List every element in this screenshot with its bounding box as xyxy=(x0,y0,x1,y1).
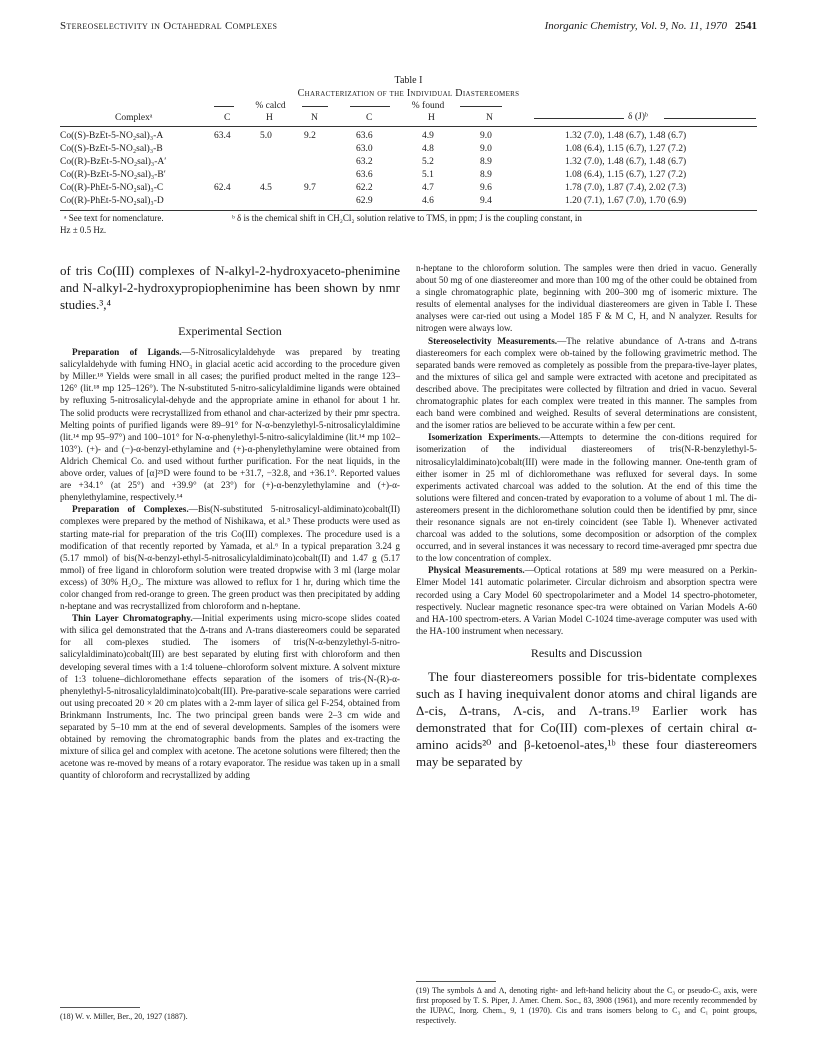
delta-values: 1.78 (7.0), 1.87 (7.4), 2.02 (7.3) xyxy=(565,183,687,193)
stereoselectivity-paragraph xyxy=(416,335,757,432)
experimental-section-heading: Experimental Section xyxy=(178,324,282,338)
table-bottom-rule xyxy=(60,210,757,211)
journal-citation xyxy=(545,20,757,32)
found-n: 8.9 xyxy=(480,170,492,180)
delta-header: δ (J)ᵇ xyxy=(628,112,648,122)
calc-c: 63.4 xyxy=(214,131,231,141)
table-footnote-a: ᵃ See text for nomenclature. xyxy=(64,213,164,223)
calc-c: 62.4 xyxy=(214,183,231,193)
found-header: % found xyxy=(411,101,445,111)
found-n: 8.9 xyxy=(480,157,492,167)
found-n: 9.6 xyxy=(480,183,492,193)
complex-header: Complexᵃ xyxy=(115,113,153,123)
table-footnote-b-cont: Hz ± 0.5 Hz. xyxy=(60,225,107,235)
intro-paragraph: of tris Co(III) complexes of N-alkyl-2-hydroxyaceto-phenimine and N-alkyl-2-hydroxypropiophenimine has been shown by nmr studies.³,⁴ xyxy=(60,263,400,312)
calc-h-header: H xyxy=(266,113,273,123)
calcd-rule-left xyxy=(214,106,234,107)
found-n: 9.4 xyxy=(480,196,492,206)
page-number: 2541 xyxy=(735,20,757,32)
left-column xyxy=(60,262,400,781)
table-footnote-b: ᵇ δ is the chemical shift in CH₂Cl₂ solution relative to TMS, in ppm; J is the coupling constant, in xyxy=(232,213,582,223)
found-h: 5.1 xyxy=(422,170,434,180)
left-footnote-rule xyxy=(60,1007,140,1008)
calc-n: 9.2 xyxy=(304,131,316,141)
isomerization-text: —Attempts to determine the con-ditions required for isomerization of the individual diastereomers of tris(N-R-benzylethyl-5-nitrosalicylaldiminato)cobalt(III) were made in the following manner. One-tenth gram of either isomer in 25 ml of dichloromethane was refluxed for several days. In some experiments activated charcoal was added to the solution. At the end of this time the solutions were filtered and concen-trated by evaporation to a volume of about 1 ml. The di-astereomers present in the dichloromethane solution could then be identified by pmr, since their resonance signals are not en-tirely coincident (see Table I). Whenever activated charcoal was added to the solutions, some decomposition or adsorption of the complex occurred, and in several instances it was necessary to record time-averaged pmr spectra due to the low concentration of complex. xyxy=(416,432,758,564)
delta-rule-left xyxy=(534,118,624,119)
found-n: 9.0 xyxy=(480,144,492,154)
found-c: 63.6 xyxy=(356,170,373,180)
tlc-paragraph xyxy=(60,612,400,781)
complex-name: Co((R)-BzEt-5-NO₂sal)₃-A′ xyxy=(60,157,167,167)
isomerization-paragraph xyxy=(416,431,757,564)
left-footnote: (18) W. v. Miller, Ber., 20, 1927 (1887). xyxy=(60,1012,188,1021)
calc-c-header: C xyxy=(224,113,231,123)
journal-name: Inorganic Chemistry, Vol. 9, No. 11, 1970 xyxy=(544,20,727,32)
found-h-header: H xyxy=(428,113,435,123)
right-footnote: (19) The symbols Δ and Λ, denoting right- and left-hand helicity about the C₃ or pseudo-C₃ axis, were first proposed by T. S. Piper, J. Amer. Chem. Soc., 83, 3908 (1961), and more recently recommended by the IUPAC, Inorg. Chem., 9, 1 (1970). Cis and trans isomers belong to C₃ and C₁ point groups, respectively. xyxy=(416,986,757,1025)
complex-prep-heading: Preparation of Complexes. xyxy=(72,504,189,515)
running-title: Stereoselectivity in Octahedral Complexes xyxy=(60,20,278,32)
found-c: 63.0 xyxy=(356,144,373,154)
tlc-heading: Thin Layer Chromatography. xyxy=(72,613,193,624)
tlc-text: —Initial experiments using micro-scope slides coated with silica gel demonstrated that the Δ-trans and Λ-trans diastereomers could be separated for all com-plexes studied. The isomers of tris(N-α-benzylethyl-5-nitro-salicylaldiminato)cobalt(III) are best separated by eluting first with chloroform and then developing several times with a 1:4 toluene–chloroform solvent mixture. A solvent mixture of 1:3 toluene–dichloromethane effects separation of the isomers of tris-(N-(R)-α-phenylethyl-5-nitrosalicylaldiminato)cobalt(III). Pre-parative-scale separations were carried out using precoated 20 × 20 cm plates with a 2-mm layer of silica gel F-254, obtained from Brinkmann Instruments, Inc. The two principal green bands were 2–3 cm wide and separated by 5–10 mm at the end of several developments. Samples of the isomers were obtained by removing the chromatographic bands from the plates and ex-tracting the mixture of silica gel and complex with acetone. The acetone solutions were filtered; then the acetone was re-moved by means of a rotary evaporator. The residue was taken up in a small quantity of chloroform and recrystallized by adding xyxy=(60,613,400,781)
found-c: 62.9 xyxy=(356,196,373,206)
found-c-header: C xyxy=(366,113,373,123)
ligand-prep-heading: Preparation of Ligands. xyxy=(72,347,182,358)
calc-h: 4.5 xyxy=(260,183,272,193)
ligand-prep-text: —5-Nitrosalicylaldehyde was prepared by treating salicylaldehyde with fuming HNO₃ in glacial acetic acid according to the procedure given by Miller.¹⁸ Yields were small in all cases; the purified product melted in the range 123–126° (lit.¹⁸ mp 125–126°). The N-substituted 5-nitro-salicylaldimine ligands were obtained by refluxing 5-nitrosalicylal-dehyde and the appropriate amine in ethanol for about 1 hr. The solid products were recrystallized from ethanol and char-acterized by their pmr spectra. Melting points of purified ligands were 89–91° for N-α-benzylethyl-5-nitrosalicylaldimine (lit.¹⁴ mp 95–97°) and 100–101° for N-α-phenylethyl-5-nitro-salicylaldimine (lit.¹⁴ mp 102–103°). (+)- and (−)-α-benzyl-ethylamine and (+)-α-phenylethylamine were obtained from Aldrich Chemical Co. and used without further purification. For the neat liquids, in the above order, values of [α]²⁵D were found to be +31.7, −32.8, and +36.1°. Reported values are +34.1° (at 25°) and +39.9° (at 23°) for (+)-α-benzylethylamine and (+)-α-phenylethylamine, respectively.¹⁴ xyxy=(60,347,400,503)
found-n: 9.0 xyxy=(480,131,492,141)
results-section-heading: Results and Discussion xyxy=(530,645,643,660)
delta-values: 1.08 (6.4), 1.15 (6.7), 1.27 (7.2) xyxy=(565,144,687,154)
complex-name: Co((R)-PhEt-5-NO₂sal)₃-C xyxy=(60,183,164,193)
calcd-header: % calcd xyxy=(255,101,286,111)
calc-n-header: N xyxy=(311,113,318,123)
delta-rule-right xyxy=(664,118,756,119)
found-n-header: N xyxy=(486,113,493,123)
table-title: Table I xyxy=(394,75,423,86)
complex-name: Co((S)-BzEt-5-NO₂sal)₃-B xyxy=(60,144,163,154)
tlc-continuation-paragraph: n-heptane to the chloroform solution. The samples were then dried in vacuo. Generally about 50 mg of one diastereomer and more than 100 mg of the other could be obtained from a single chromatographic plate, beginning with 200–300 mg of isomeric mixture. The results of elemental analyses for the individual diastereomers are given in Table I. These analyses were car-ried out using a Model 185 F & M C, H, and N analyzer. Results for nitrogen were always low. xyxy=(416,263,757,334)
ligand-prep-paragraph xyxy=(60,346,400,503)
physical-paragraph xyxy=(416,564,757,637)
calcd-rule-right xyxy=(302,106,328,107)
delta-values: 1.32 (7.0), 1.48 (6.7), 1.48 (6.7) xyxy=(565,131,687,141)
stereoselectivity-heading: Stereoselectivity Measurements. xyxy=(428,335,558,346)
found-h: 4.7 xyxy=(422,183,434,193)
complex-prep-paragraph xyxy=(60,503,400,612)
found-c: 62.2 xyxy=(356,183,373,193)
complex-name: Co((R)-BzEt-5-NO₂sal)₃-B′ xyxy=(60,170,166,180)
found-h: 4.8 xyxy=(422,144,434,154)
calc-n: 9.7 xyxy=(304,183,316,193)
found-h: 4.6 xyxy=(422,196,434,206)
delta-values: 1.20 (7.1), 1.67 (7.0), 1.70 (6.9) xyxy=(565,196,687,206)
complex-name: Co((R)-PhEt-5-NO₂sal)₃-D xyxy=(60,196,164,206)
found-rule-right xyxy=(460,106,502,107)
results-paragraph: The four diastereomers possible for tris-bidentate complexes such as I having inequivalent donor atoms and chiral ligands are Δ-cis, Δ-trans, Λ-cis, and Λ-trans.¹⁹ Earlier work has demonstrated that for Co(III) com-plexes of certain chiral α-amino acids²⁰ and β-ketoenol-ates,¹ᵇ these four diastereomers may be separated by xyxy=(416,669,757,769)
found-c: 63.6 xyxy=(356,131,373,141)
found-h: 5.2 xyxy=(422,157,434,167)
right-footnote-rule xyxy=(416,981,496,982)
table-header-rule xyxy=(60,126,757,127)
found-c: 63.2 xyxy=(356,157,373,167)
calc-h: 5.0 xyxy=(260,131,272,141)
physical-heading: Physical Measurements. xyxy=(428,565,525,576)
physical-text: —Optical rotations at 589 mμ were measured on a Perkin-Elmer Model 141 automatic polarimeter. Circular dichroism and absorption spectra were recorded using a Cary Model 60 spectropolarimeter and a Model 14 spectro-photometer, respectively. Nuclear magnetic resonance spec-tra were obtained on Varian Models A-60 and HA-100 spectrom-eters. A Varian Model C-1024 time-average computer was used with the HA-100 instrument when necessary. xyxy=(416,565,757,636)
stereoselectivity-text: —The relative abundance of Λ-trans and Δ-trans diastereomers for each complex were ob-tained by the following gravimetric method. The separated bands were removed as completely as possible from the prepara-tive-layer plates, and the mixtures of silica gel and sample were extracted with acetone and precipitated as described above. The precipitates were collected by filtration and dried in vacuo. Several chromatographic plates for each complex were treated in this manner. The samples from each band were combined and weighed. Results of several determinations are consistent, and the isomer ratios are believed to be accurate within a few per cent. xyxy=(416,335,757,431)
found-rule-left xyxy=(350,106,390,107)
right-column xyxy=(416,262,757,770)
complex-name: Co((S)-BzEt-5-NO₂sal)₃-A xyxy=(60,131,164,141)
complex-prep-text: —Bis(N-substituted 5-nitrosalicyl-aldiminato)cobalt(II) complexes were prepared by the method of Nishikawa, et al.⁵ These products were used as starting mate-rial for preparation of the tris Co(III) complexes. The procedure used is a modification of that recently reported by Yamada, et al.⁶ In a typical preparation 3.24 g (5.17 mmol) of bis(N-α-benzyl-ethyl-5-nitrosalicylaldiminato)cobalt(II) and 1.47 g (5.17 mmol) of free ligand in chloroform solution were treated dropwise with 3 ml (large molar excess) of 30% H₂O₂. The mixture was allowed to reflux for 1 hr, during which time the color changed from red-orange to green. The green product was then precipitated by adding n-heptane and was recrystallized from chloroform and n-heptane. xyxy=(60,504,400,612)
found-h: 4.9 xyxy=(422,131,434,141)
delta-values: 1.08 (6.4), 1.15 (6.7), 1.27 (7.2) xyxy=(565,170,687,180)
delta-values: 1.32 (7.0), 1.48 (6.7), 1.48 (6.7) xyxy=(565,157,687,167)
isomerization-heading: Isomerization Experiments. xyxy=(428,432,541,443)
running-head xyxy=(60,20,757,36)
table-caption: Characterization of the Individual Diastereomers xyxy=(297,88,520,99)
